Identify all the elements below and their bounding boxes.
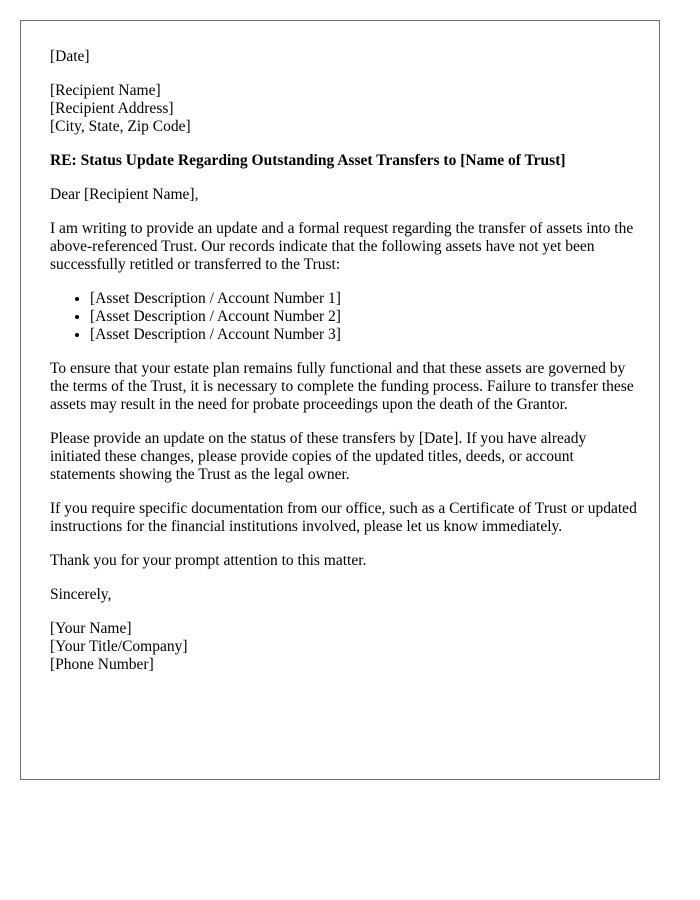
letter-date: [Date] xyxy=(50,48,90,65)
funding-paragraph: To ensure that your estate plan remains fully functional and that these assets are governed by the terms of the Trust, it is necessary to complete the funding process. Failure to transfer these assets may result in the need for probate proceedings upon the death of the Grantor. xyxy=(50,360,634,413)
signature-phone: [Phone Number] xyxy=(50,656,154,673)
closing: Sincerely, xyxy=(50,586,112,603)
request-paragraph: Please provide an update on the status of these transfers by [Date]. If you have already initiated these changes, please provide copies of the updated titles, deeds, or account statements showing the Trust as the legal owner. xyxy=(50,430,587,483)
salutation: Dear [Recipient Name], xyxy=(50,186,199,203)
recipient-city-state-zip: [City, State, Zip Code] xyxy=(50,118,191,135)
signature-block xyxy=(50,620,640,674)
subject-line: RE: Status Update Regarding Outstanding Asset Transfers to [Name of Trust] xyxy=(50,152,566,169)
signature-name: [Your Name] xyxy=(50,620,132,637)
letter-body xyxy=(50,48,640,690)
asset-list-item: • [Asset Description / Account Number 1] xyxy=(90,290,640,308)
letter-frame xyxy=(20,20,660,780)
recipient-address: [Recipient Address] xyxy=(50,100,174,117)
asset-list-item: • [Asset Description / Account Number 2] xyxy=(90,308,640,326)
signature-title-company: [Your Title/Company] xyxy=(50,638,188,655)
recipient-block xyxy=(50,82,640,136)
asset-list xyxy=(50,290,640,344)
documentation-paragraph: If you require specific documentation from our office, such as a Certificate of Trust or updated instructions for the financial institutions involved, please let us know immediately. xyxy=(50,500,637,535)
intro-paragraph: I am writing to provide an update and a formal request regarding the transfer of assets into the above-referenced Trust. Our records indicate that the following assets have not yet been successfully retitled or transferred to the Trust: xyxy=(50,220,634,273)
recipient-name: [Recipient Name] xyxy=(50,82,161,99)
thanks-paragraph: Thank you for your prompt attention to this matter. xyxy=(50,552,367,569)
asset-list-item: • [Asset Description / Account Number 3] xyxy=(90,326,640,344)
